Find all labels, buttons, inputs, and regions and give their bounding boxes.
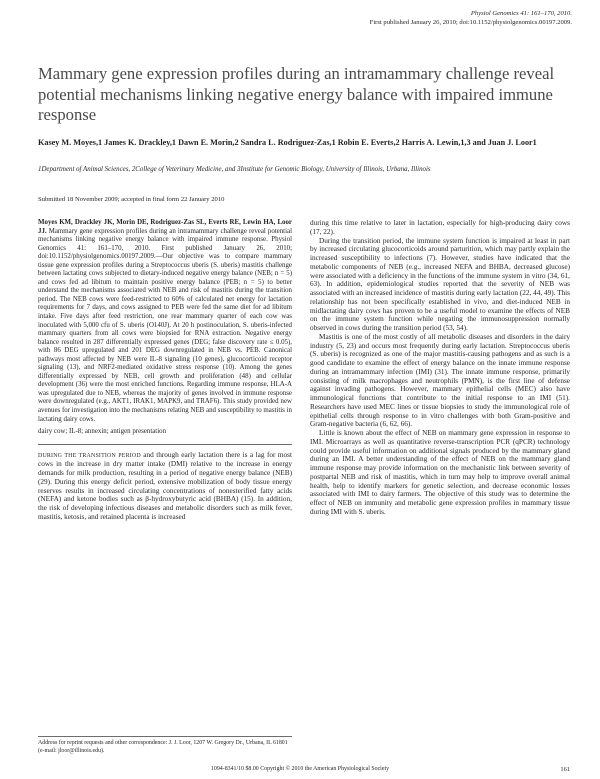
author-list: Kasey M. Moyes,1 James K. Drackley,1 Dawn E. Morin,2 Sandra L. Rodriguez-Zas,1 Robin E. Everts,2 Harris A. Lewin,1,3 and Juan J. Loor1 (38, 138, 537, 147)
correspondence-note: Address for reprint requests and other correspondence: J. J. Loor, 1207 W. Gregory Dr., Urbana, IL 61801 (e-mail: jloor@illinois.edu). (38, 736, 292, 755)
paragraph-transition: During the transition period, the immune system function is impaired at least in part by increased circulating glucocorticoids around parturition, which may partly explain the increased susceptibility to infections (7). However, studies have indicated that the metabolic components of NEB (e.g., increased NEFA and BHBA, decreased glucose) were associated with a deficiency in the functions of the immune system in vitro (34, 61, 63). In addition, epidemiological studies reported that the severity of NEB was associated with an increased incidence of mastitis during early lactation (22, 44, 49). This relationship has not been specifically established in vivo, and diet-induced NEB in midlactating dairy cows has proven to be a useful model to examine the effects of NEB on the immune system function while negating the immunosuppression normally observed in cows during the transition period (53, 54). (310, 236, 570, 332)
journal-citation: Physiol Genomics 41: 161–170, 2010. (470, 10, 572, 17)
page-number: 161 (560, 766, 570, 773)
copyright-line: 1094-8341/10 $8.00 Copyright © 2010 the American Physiological Society (210, 766, 390, 772)
submission-dates: Submitted 18 November 2009; accepted in final form 22 January 2010 (38, 196, 225, 203)
running-header (370, 10, 572, 27)
keywords: dairy cow; IL-8; annexin; antigen presentation (38, 428, 167, 436)
article-title: Mammary gene expression profiles during an intramammary challenge reveal potential mechanisms linking negative energy balance with impaired immune response (38, 64, 555, 124)
abstract (38, 219, 292, 424)
abstract-citation-authors: Moyes KM, Drackley JK, Morin DE, Rodriguez-Zas SL, Everts RE, Lewin HA, Loor JJ. (38, 219, 292, 235)
left-column (38, 219, 292, 522)
affiliations: 1Department of Animal Sciences, 2College of Veterinary Medicine, and 3Institute for Genomic Biology, University of Illinois, Urbana, Illinois (38, 166, 431, 173)
abstract-divider (38, 444, 292, 445)
intro-lead-in: DURING THE TRANSITION PERIOD (38, 452, 141, 459)
paragraph-mastitis: Mastitis is one of the most costly of all metabolic diseases and disorders in the dairy industry (5, 23) and occurs most frequently during early lactation. Streptococcus uberis (S. uberis) is recognized as one of the major mastitis-causing pathogens and as such is a good candidate to examine the effect of energy balance on the innate immune response during an intramammary infection (IMI) (31). The innate immune response, primarily consisting of milk macrophages and neutrophils (PMN), is the first line of defense against invading pathogens. However, mammary epithelial cells (MEC) also have immunological functions that contribute to the initial response to an IMI (51). Researchers have used MEC lines or tissue biopsies to study the immunological role of epithelial cells through response to in vitro challenges with both Gram-positive and Gram-negative bacteria (6, 62, 66). (310, 332, 570, 429)
intro-paragraph (38, 451, 292, 522)
paragraph-continued: during this time relative to later in lactation, especially for high-producing dairy cows (17, 22). (310, 219, 570, 236)
abstract-text: Mammary gene expression profiles during an intramammary challenge reveal potential mechanisms linking negative energy balance with impaired immune response. Physiol Genomics 41: 161–170, 2010. First published January 26, 2010; doi:10.1152/physiolgenomics.00197.2009.—Our objective was to compare mammary tissue gene expression profiles during a Streptococcus uberis (S. uberis) mastitis challenge between lactating cows subjected to dietary-induced negative energy balance (NEB; n = 5) and cows fed ad libitum to maintain positive energy balance (PEB; n = 5) to better understand the mechanisms associated with NEB and risk of mastitis during the transition period. The NEB cows were feed-restricted to 60% of calculated net energy for lactation requirements for 7 days, and cows assigned to PEB were fed the same diet for ad libitum intake. Five days after feed restriction, one rear mammary quarter of each cow was inoculated with 5,000 cfu of S. uberis (O140J). At 20 h postinoculation, S. uberis-infected mammary quarters from all cows were biopsied for RNA extraction. Negative energy balance resulted in 287 differentially expressed genes (DEG; false discovery rate ≤ 0.05), with 86 DEG upregulated and 201 DEG downregulated in NEB vs. PEB. Canonical pathways most affected by NEB were IL-8 signaling (10 genes), glucocorticoid receptor signaling (13), and NRF2-mediated oxidative stress response (10). Among the genes differentially expressed by NEB, cell growth and proliferation (48) and cellular development (36) were the most enriched functions. Regarding immune response, HLA-A was upregulated due to NEB, whereas the majority of genes involved in immune response were downregulated (e.g., AKT1, IRAK1, MAPK9, and TRAF6). This study provided new avenues for investigation into the mechanisms relating NEB and susceptibility to mastitis in lactating dairy cows. (38, 227, 292, 423)
intro-text: and through early lactation there is a lag for most cows in the increase in dry matter intake (DMI) relative to the increase in energy demands for milk production, resulting in a period of negative energy balance (NEB) (29). During this energy deficit period, extensive mobilization of body tissue energy reserves results in increased circulating concentrations of nonesterified fatty acids (NEFA) and ketone bodies such as β-hydroxybutyric acid (BHBA) (15). In addition, the risk of developing infectious diseases and metabolic disorders such as milk fever, mastitis, ketosis, and retained placenta is increased (38, 450, 292, 521)
doi-line: First published January 26, 2010; doi:10.1152/physiolgenomics.00197.2009. (369, 18, 572, 26)
right-column (310, 219, 570, 517)
paragraph-objective: Little is known about the effect of NEB on mammary gene expression in response to IMI. Microarrays as well as quantitative reverse-transcription PCR (qPCR) technology could provide useful information on additional signals produced by the mammary gland during an IMI. A better understanding of the effect of NEB on the mammary gland immune response may provide information on the mechanistic link between severity of postpartal NEB and risk of mastitis, which in turn may help to improve overall animal health, help to identify markers for genetic selection, and decrease economic losses associated with IMI to dairy farmers. The objective of this study was to determine the effect of NEB on immunity and metabolic gene expression profiles in mammary tissue during IMI with S. uberis. (310, 429, 570, 516)
